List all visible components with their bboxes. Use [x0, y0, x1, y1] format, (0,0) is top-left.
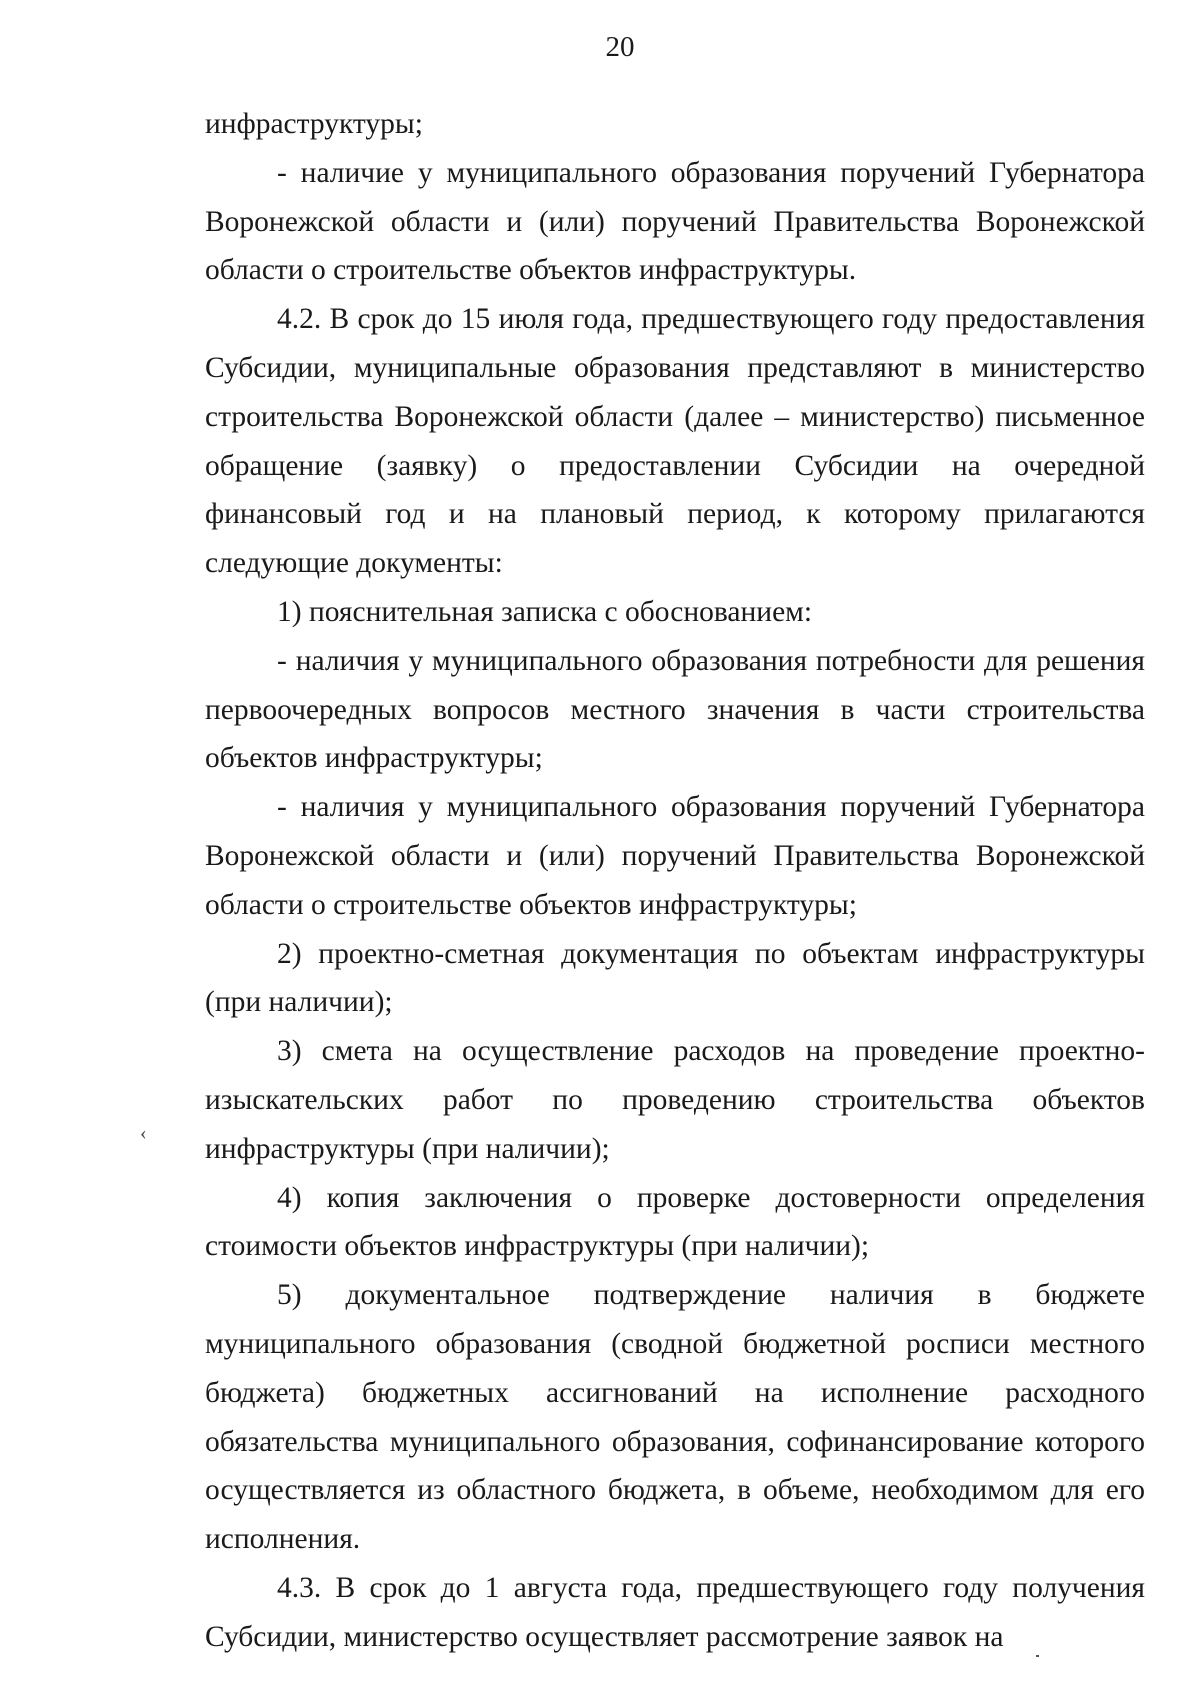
list-item-verification-conclusion: 4) копия заключения о проверке достоверности определения стоимости объектов инфраструктуры (при наличии); — [205, 1181, 1145, 1263]
list-item-budget-confirmation: 5) документальное подтверждение наличия в бюджете муниципального образования (сводной бюджетной росписи местного бюджета) бюджетных ассигнований на исполнение расходного обязательства муниципального образования, софинансирование которого осуществляется из областного бюджета, в объеме, необходимом для его исполнения. — [205, 1279, 1145, 1556]
list-item-design-documentation: 2) проектно-сметная документация по объектам инфраструктуры (при наличии); — [205, 937, 1145, 1019]
page-number: 20 — [605, 31, 635, 63]
paragraph-section-4-2: 4.2. В срок до 15 июля года, предшествующего году предоставления Субсидии, муниципальные образования представляют в министерство строительства Воронежской области (далее – министерство) письменное обращение (заявку) о предоставлении Субсидии на очередной финансовый год и на плановый период, к которому прилагаются следующие документы: — [205, 303, 1145, 580]
document-body — [205, 100, 1145, 1662]
paragraph-governor-orders: - наличие у муниципального образования поручений Губернатора Воронежской области и (или) поручений Правительства Воронежской области о строительстве объектов инфраструктуры. — [205, 156, 1145, 287]
paragraph-section-4-3: 4.3. В срок до 1 августа года, предшествующего году получения Субсидии, министерство осуществляет рассмотрение заявок на — [205, 1571, 1145, 1653]
scan-artifact-dot — [1036, 1655, 1039, 1657]
list-item-explanatory-note: 1) пояснительная записка с обоснованием: — [277, 595, 813, 628]
scan-artifact-mark: ‹ — [140, 1122, 147, 1144]
list-subitem-needs: - наличия у муниципального образования потребности для решения первоочередных вопросов местного значения в части строительства объектов инфраструктуры; — [205, 644, 1145, 775]
list-subitem-orders: - наличия у муниципального образования поручений Губернатора Воронежской области и (или) поручений Правительства Воронежской области о строительстве объектов инфраструктуры; — [205, 791, 1145, 921]
paragraph-continuation: инфраструктуры; — [205, 108, 423, 140]
list-item-cost-estimate: 3) смета на осуществление расходов на проведение проектно-изыскательских работ по проведению строительства объектов инфраструктуры (при наличии); — [205, 1035, 1145, 1165]
